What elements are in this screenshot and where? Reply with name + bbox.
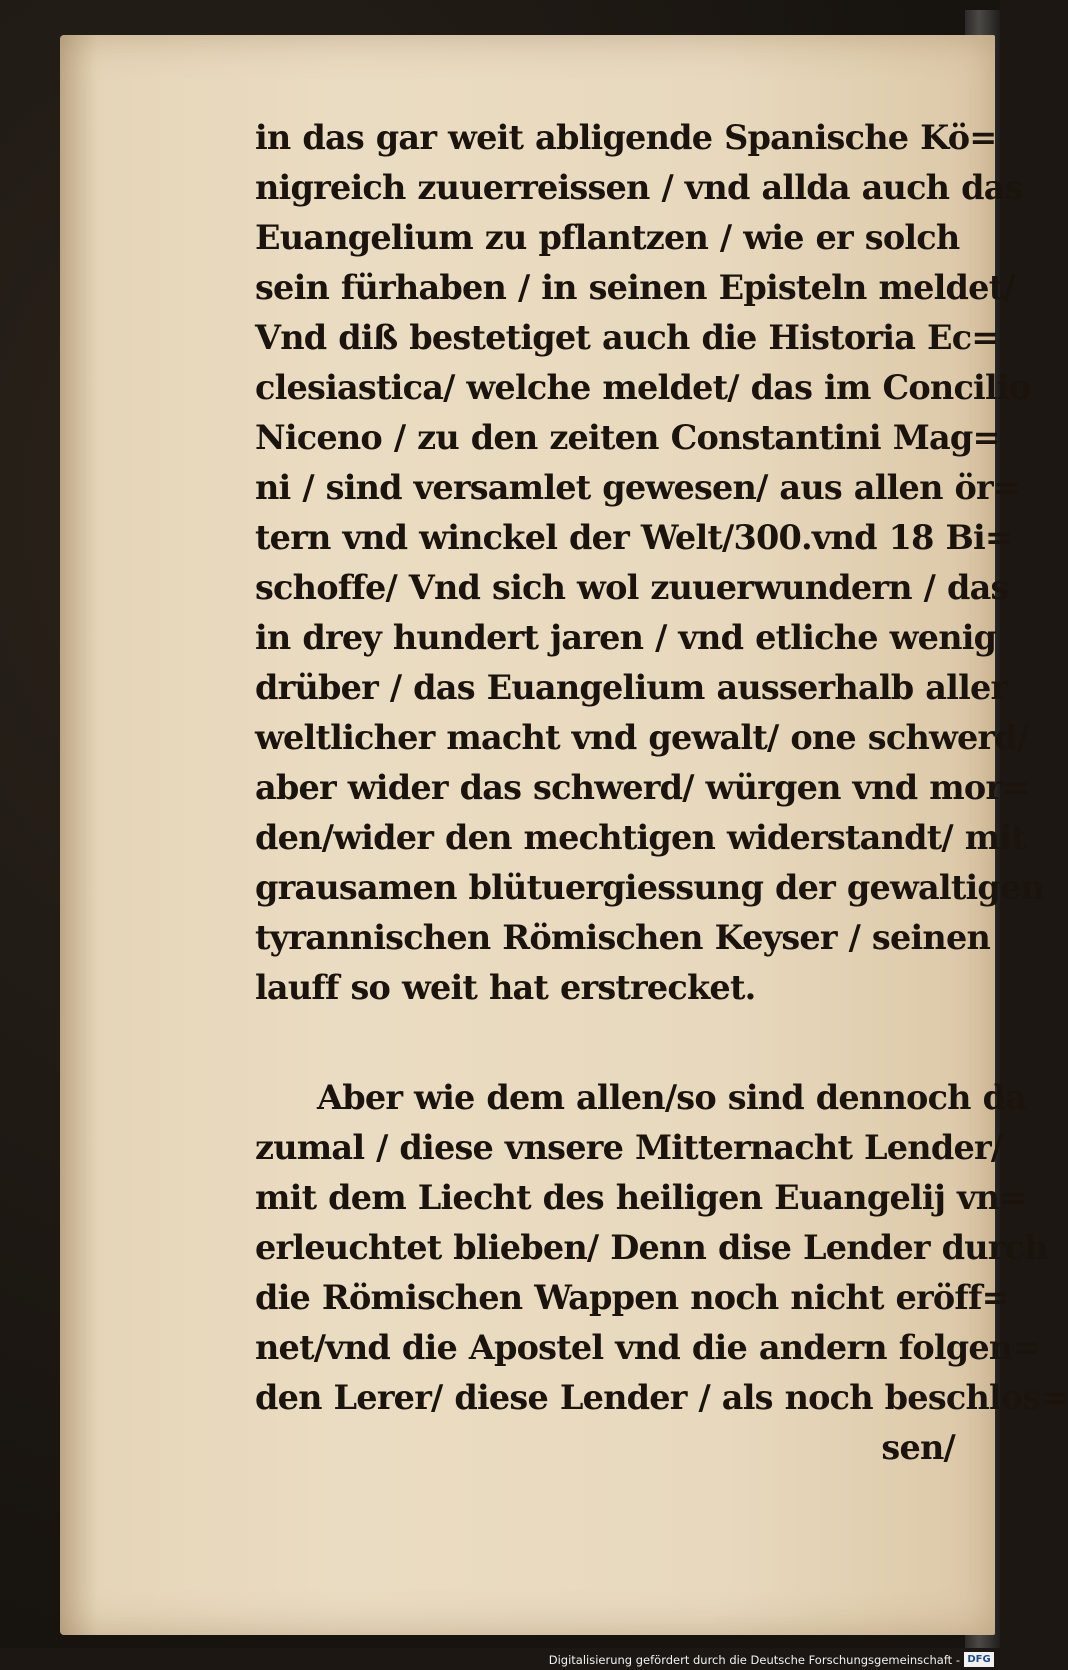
- text-line: tern vnd winckel der Welt/300.vnd 18 Bi=: [255, 518, 1013, 557]
- text-line: lauff so weit hat erstrecket.: [255, 968, 756, 1007]
- text-line: den/wider den mechtigen widerstandt/ mit: [255, 818, 1026, 857]
- page-text: [255, 113, 1068, 1473]
- text-line: clesiastica/ welche meldet/ das im Concilio: [255, 368, 1031, 407]
- text-line: den Lerer/ diese Lender / als noch beschlos=: [255, 1378, 1068, 1417]
- book-page: [60, 35, 1068, 1635]
- text-line: schoffe/ Vnd sich wol zuuerwundern / das: [255, 568, 1009, 607]
- text-line: in das gar weit abligende Spanische Kö=: [255, 118, 997, 157]
- text-line: die Römischen Wappen noch nicht eröff=: [255, 1278, 1009, 1317]
- text-line: net/vnd die Apostel vnd die andern folgen=: [255, 1328, 1040, 1367]
- text-line: Aber wie dem allen/so sind dennoch da: [317, 1078, 1027, 1117]
- text-line: erleuchtet blieben/ Denn dise Lender durch: [255, 1228, 1048, 1267]
- text-line: Euangelium zu pflantzen / wie er solch: [255, 218, 960, 257]
- text-line: weltlicher macht vnd gewalt/ one schwerd/: [255, 718, 1029, 757]
- text-line: mit dem Liecht des heiligen Euangelij vn=: [255, 1178, 1027, 1217]
- text-line: sein fürhaben / in seinen Episteln meldet/: [255, 268, 1015, 307]
- text-line: Niceno / zu den zeiten Constantini Mag=: [255, 418, 1000, 457]
- text-line: in drey hundert jaren / vnd etliche wenig: [255, 618, 997, 657]
- text-line: tyrannischen Römischen Keyser / seinen: [255, 918, 991, 957]
- text-line: grausamen blütuergiessung der gewaltigen: [255, 868, 1045, 907]
- digitization-footer: [0, 1648, 1000, 1670]
- footer-credit: Digitalisierung gefördert durch die Deutsche Forschungsgemeinschaft -: [548, 1653, 960, 1667]
- catchword: sen/: [881, 1428, 955, 1467]
- text-line: zumal / diese vnsere Mitternacht Lender/: [255, 1128, 1003, 1167]
- text-line: drüber / das Euangelium ausserhalb aller: [255, 668, 1008, 707]
- text-line: nigreich zuuerreissen / vnd allda auch das: [255, 168, 1023, 207]
- text-line: aber wider das schwerd/ würgen vnd mor=: [255, 768, 1030, 807]
- dfg-logo: DFG: [964, 1652, 994, 1667]
- text-line: ni / sind versamlet gewesen/ aus allen ör=: [255, 468, 1021, 507]
- text-line: Vnd diß bestetiget auch die Historia Ec=: [255, 318, 999, 357]
- paragraph-gap: [255, 1013, 955, 1073]
